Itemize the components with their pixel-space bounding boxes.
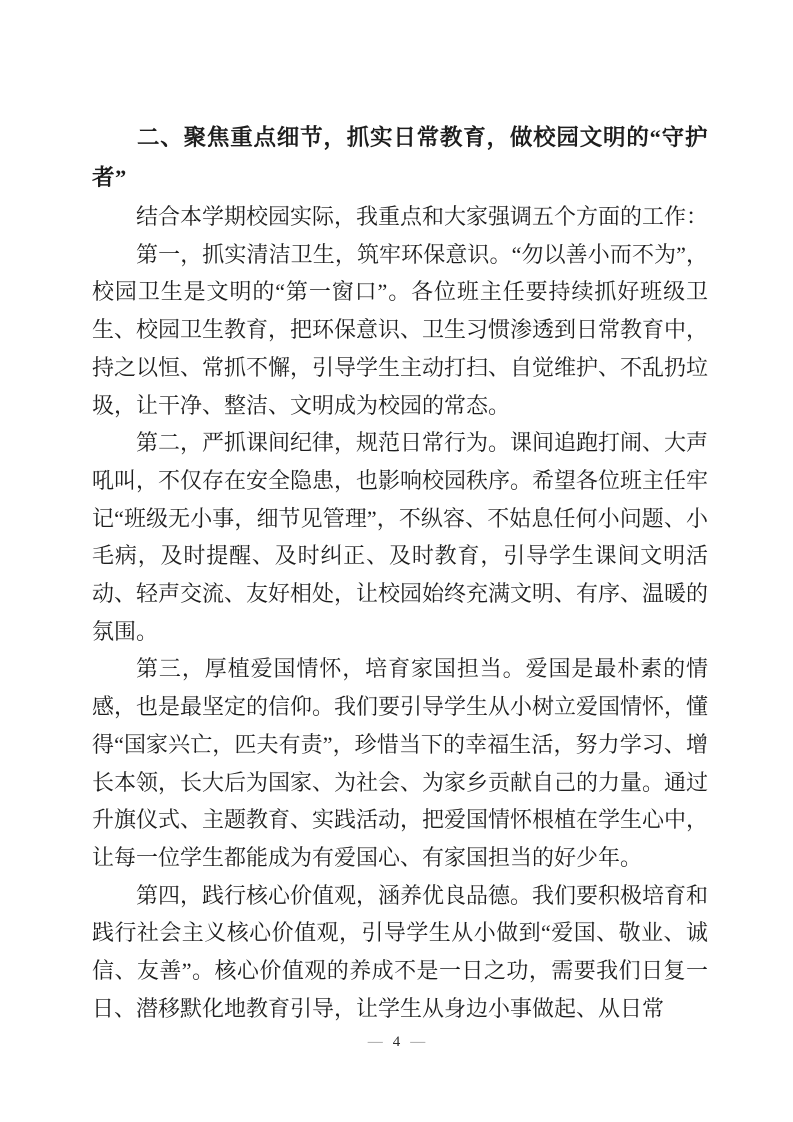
page-number: 4 [392,1034,401,1050]
body-paragraph-3: 第三，厚植爱国情怀，培育家国担当。爱国是最朴素的情感，也是最坚定的信仰。我们要引导学生从小树立爱国情怀，懂得“国家兴亡，匹夫有责”，珍惜当下的幸福生活，努力学习、增长本领，长大后为国家、为社会、为家乡贡献自己的力量。通过升旗仪式、主题教育、实践活动，把爱国情怀根植在学生心中，让每一位学生都能成为有爱国心、有家国担当的好少年。 [92,656,709,870]
document-body [92,118,708,1027]
page-number-dash-left: — [367,1034,383,1050]
section-heading: 二、聚焦重点细节，抓实日常教育，做校园文明的“守护者” [92,125,708,190]
page-footer [0,1032,793,1052]
body-paragraph-1: 第一，抓实清洁卫生，筑牢环保意识。“勿以善小而不为”，校园卫生是文明的“第一窗口”。各位班主任要持续抓好班级卫生、校园卫生教育，把环保意识、卫生习惯渗透到日常教育中，持之以恒、常抓不懈，引导学生主动打扫、自觉维护、不乱扔垃圾，让干净、整洁、文明成为校园的常态。 [92,241,709,418]
body-paragraph-4: 第四，践行核心价值观，涵养优良品德。我们要积极培育和践行社会主义核心价值观，引导学生从小做到“爱国、敬业、诚信、友善”。核心价值观的养成不是一日之功，需要我们日复一日、潜移默化地教育引导，让学生从身边小事做起、从日常 [92,882,709,1021]
intro-paragraph: 结合本学期校园实际，我重点和大家强调五个方面的工作： [136,204,709,229]
body-paragraph-2: 第二，严抓课间纪律，规范日常行为。课间追跑打闹、大声吼叫，不仅存在安全隐患，也影响校园秩序。希望各位班主任牢记“班级无小事，细节见管理”，不纵容、不姑息任何小问题、小毛病，及时提醒、及时纠正、及时教育，引导学生课间文明活动、轻声交流、友好相处，让校园始终充满文明、有序、温暖的氛围。 [92,430,709,644]
page-number-dash-right: — [410,1034,426,1050]
